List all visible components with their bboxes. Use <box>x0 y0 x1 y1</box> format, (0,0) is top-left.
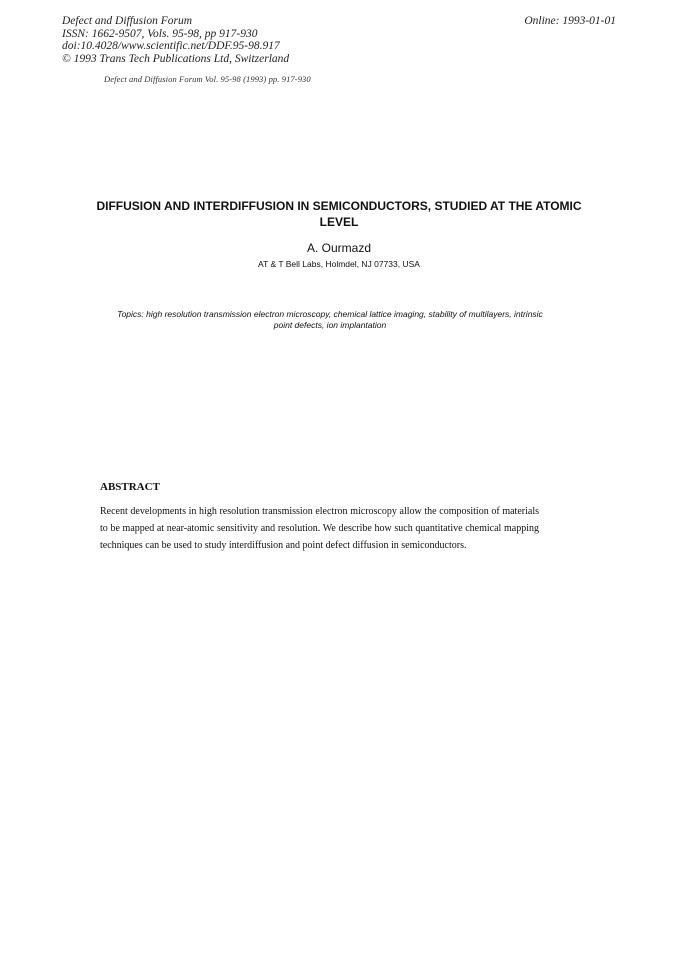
abstract-body: Recent developments in high resolution transmission electron microscopy allow the composition of materials to be mapped at near-atomic sensitivity and resolution. We describe how such quantitative chemical mapping techniques can be used to study interdiffusion and point defect diffusion in semiconductors. <box>100 506 539 551</box>
publication-header <box>62 15 289 65</box>
issn-line: ISSN: 1662-9507, Vols. 95-98, pp 917-930 <box>62 27 258 40</box>
doi-line: doi:10.4028/www.scientific.net/DDF.95-98.917 <box>62 40 280 52</box>
author-name: A. Ourmazd <box>306 241 372 255</box>
copyright-line: © 1993 Trans Tech Publications Ltd, Switzerland <box>62 52 290 65</box>
topics-keywords: Topics: high resolution transmission electron microscopy, chemical lattice imaging, stability of multilayers, intrinsic point defects, ion implantation <box>117 309 543 330</box>
author-affiliation: AT & T Bell Labs, Holmdel, NJ 07733, USA <box>258 259 420 269</box>
online-date: Online: 1993-01-01 <box>524 15 616 27</box>
journal-name: Defect and Diffusion Forum <box>62 15 192 27</box>
paper-title: DIFFUSION AND INTERDIFFUSION IN SEMICONDUCTORS, STUDIED AT THE ATOMIC LEVEL <box>96 199 582 229</box>
abstract-heading: ABSTRACT <box>100 481 160 493</box>
journal-citation: Defect and Diffusion Forum Vol. 95-98 (1993) pp. 917-930 <box>104 74 311 84</box>
